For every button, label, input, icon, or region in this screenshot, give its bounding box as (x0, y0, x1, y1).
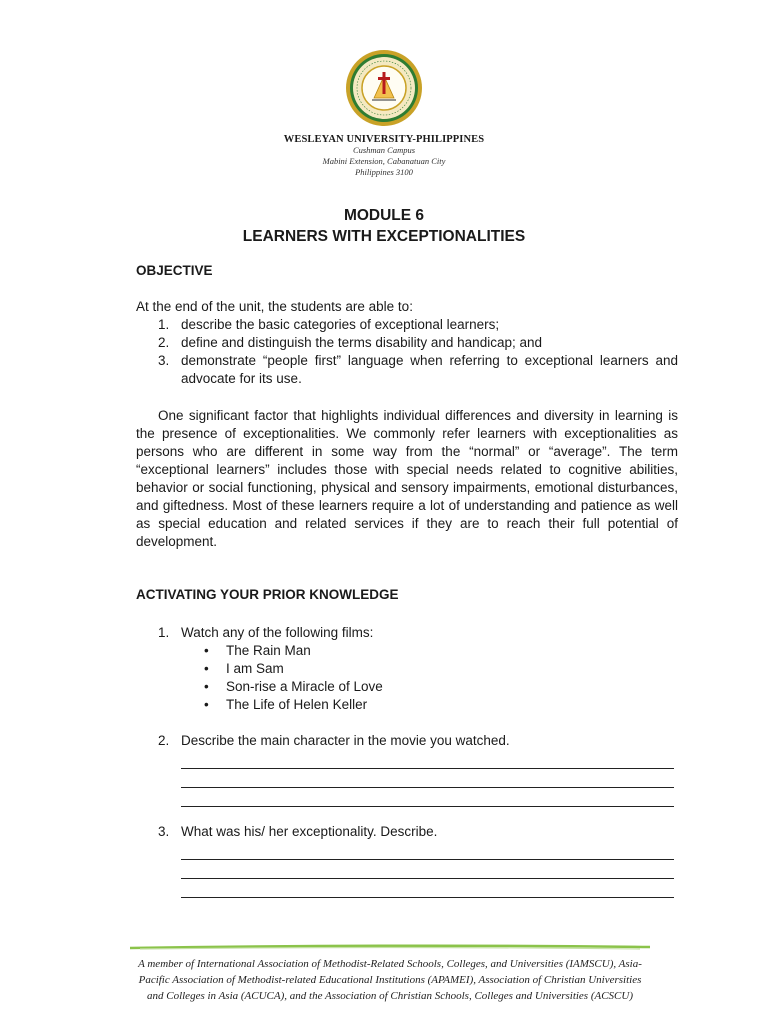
answer-line[interactable] (181, 860, 674, 879)
answer-line[interactable] (181, 841, 674, 860)
list-item (136, 624, 678, 642)
module-name: LEARNERS WITH EXCEPTIONALITIES (242, 228, 526, 245)
item-text: define and distinguish the terms disability and handicap; and (181, 335, 542, 350)
bullet-icon: • (204, 661, 209, 676)
objective-heading: OBJECTIVE (136, 263, 213, 278)
item-number: 2. (158, 335, 170, 350)
film-item (136, 642, 678, 660)
activity-list (136, 823, 678, 841)
item-number: 1. (158, 317, 170, 332)
letterhead (0, 48, 768, 178)
module-title (0, 205, 768, 247)
item-number: 3. (158, 824, 170, 839)
footer-divider (130, 943, 650, 951)
film-title: The Rain Man (226, 643, 311, 658)
item-text: Describe the main character in the movie you watched. (181, 733, 510, 748)
item-text: Watch any of the following films: (181, 625, 374, 640)
university-name: WESLEYAN UNIVERSITY-PHILIPPINES (283, 134, 485, 145)
module-number: MODULE 6 (343, 207, 425, 224)
answer-line[interactable] (181, 879, 674, 898)
bullet-icon: • (204, 697, 209, 712)
address-line: Philippines 3100 (355, 167, 413, 177)
film-item (136, 696, 678, 714)
activity-list (136, 624, 678, 642)
answer-line[interactable] (181, 750, 674, 769)
answer-line[interactable] (181, 769, 674, 788)
university-seal-icon (344, 48, 424, 128)
item-text: describe the basic categories of exceptional learners; (181, 317, 500, 332)
list-item (136, 352, 678, 388)
item-text: demonstrate “people first” language when referring to exceptional learners and advocate for its use. (181, 353, 678, 386)
address-line: Cushman Campus (352, 145, 416, 155)
film-title: Son-rise a Miracle of Love (226, 679, 383, 694)
list-item (136, 823, 678, 841)
list-item (136, 334, 678, 352)
prior-knowledge-heading: ACTIVATING YOUR PRIOR KNOWLEDGE (136, 587, 399, 602)
bullet-icon: • (204, 679, 209, 694)
activity-list (136, 732, 678, 750)
module-content (136, 262, 678, 898)
film-item (136, 660, 678, 678)
membership-text: A member of International Association of Methodist-Related Schools, Colleges, and Universities (IAMSCU), Asia-Pacific Association of Methodist-related Educational Institutions (APAMEI), Association of Christian Universities and Colleges in Asia (ACUCA), and the Association of Christian Schools, Colleges and Universities (ACSCU) (138, 958, 642, 1002)
intro-paragraph: One significant factor that highlights individual differences and diversity in learning is the presence of exceptionalities. We commonly refer learners with exceptionalities as persons who are different in some way from the “normal” or “average”. The term “exceptional learners” includes those with special needs related to cognitive abilities, behavior or social functioning, physical and sensory impairments, emotional disturbances, and giftedness. Most of these learners require a lot of understanding and patience as well as special education and related services if they are to reach their full potential of development. (136, 408, 678, 549)
film-title: I am Sam (226, 661, 284, 676)
bullet-icon: • (204, 643, 209, 658)
list-item (136, 732, 678, 750)
address-line: Mabini Extension, Cabanatuan City (322, 156, 446, 166)
list-item (136, 316, 678, 334)
item-text: What was his/ her exceptionality. Describe. (181, 824, 438, 839)
item-number: 1. (158, 625, 170, 640)
objective-list (136, 316, 678, 388)
item-number: 2. (158, 733, 170, 748)
footer (130, 938, 650, 1004)
film-list (136, 642, 678, 714)
objective-intro: At the end of the unit, the students are able to: (136, 299, 413, 314)
film-item (136, 678, 678, 696)
item-number: 3. (158, 353, 170, 368)
answer-line[interactable] (181, 788, 674, 807)
film-title: The Life of Helen Keller (226, 697, 368, 712)
